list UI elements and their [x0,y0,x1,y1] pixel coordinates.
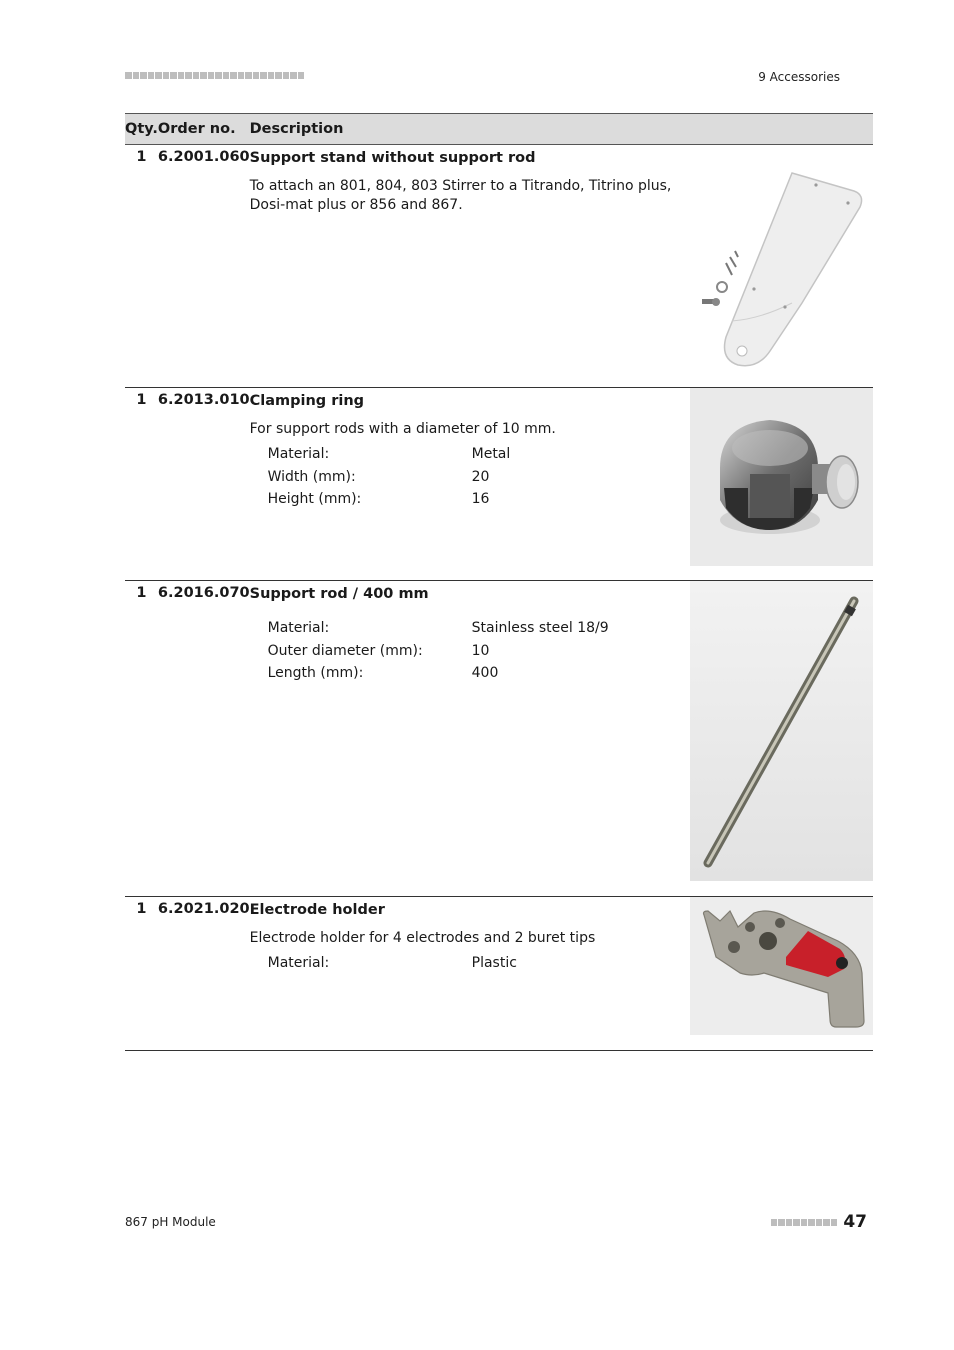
decoration-square [215,72,222,79]
decoration-square [193,72,200,79]
property-value: Stainless steel 18/9 [471,620,609,636]
property-row [268,662,690,685]
decoration-square [831,1219,838,1226]
electrode-holder-image [690,897,873,1035]
decoration-square [133,72,140,79]
decoration-square [178,72,185,79]
decoration-square [778,1219,785,1226]
decoration-square [801,1219,808,1226]
table-header-row [125,114,873,145]
page-number-area [771,1212,867,1232]
support-rod-image [690,581,873,881]
property-label: Material: [267,620,330,636]
item-description: To attach an 801, 804, 803 Stirrer to a Titrando, Titrino plus, Dosi-mat plus or 856 and 867. [249,178,672,213]
decoration-square [816,1219,823,1226]
item-title: Support stand without support rod [249,150,536,166]
decoration-square [260,72,267,79]
decoration-square [223,72,230,79]
footer-decoration [771,1219,838,1226]
decoration-square [275,72,282,79]
table-row [125,145,873,388]
table-row [125,388,873,581]
property-label: Height (mm): [267,491,362,507]
decoration-square [283,72,290,79]
item-order-no: 6.2001.060 [158,145,250,388]
property-value: 16 [471,491,490,507]
decoration-square [140,72,147,79]
property-row [268,488,690,511]
item-title: Electrode holder [249,902,385,918]
item-title: Support rod / 400 mm [249,586,429,602]
item-title: Clamping ring [249,393,365,409]
item-qty: 1 [125,581,158,897]
property-row [268,466,690,489]
table-row [125,897,873,1051]
property-value: 400 [471,665,499,681]
item-qty: 1 [125,145,158,388]
item-order-no: 6.2021.020 [158,897,250,1051]
column-header-description: Description [250,114,873,145]
decoration-square [148,72,155,79]
item-description: For support rods with a diameter of 10 mm. [249,421,556,437]
document-title: 867 pH Module [125,1215,216,1229]
decoration-square [185,72,192,79]
property-label: Material: [267,955,330,971]
property-label: Length (mm): [267,665,364,681]
property-row [268,443,690,466]
table-row [125,581,873,897]
decoration-square [298,72,305,79]
item-properties [268,617,690,685]
item-order-no: 6.2013.010 [158,388,250,581]
decoration-square [268,72,275,79]
decoration-square [793,1219,800,1226]
support-stand-image [690,145,873,387]
property-row [268,640,690,663]
decoration-square [771,1219,778,1226]
property-label: Width (mm): [267,468,356,485]
decoration-square [155,72,162,79]
property-value: 20 [471,468,490,485]
decoration-square [808,1219,815,1226]
item-properties [268,952,690,975]
property-value: Metal [471,446,511,462]
page-number: 47 [843,1212,867,1232]
property-value: 10 [471,642,490,659]
decoration-square [253,72,260,79]
item-order-no: 6.2016.070 [158,581,250,897]
item-description: Electrode holder for 4 electrodes and 2 buret tips [249,930,596,946]
header-decoration [125,72,304,79]
clamping-ring-image [690,388,873,566]
item-qty: 1 [125,897,158,1051]
decoration-square [238,72,245,79]
decoration-square [125,72,132,79]
item-properties [268,443,690,511]
property-label: Outer diameter (mm): [267,642,423,659]
column-header-qty: Qty. [125,114,158,145]
decoration-square [786,1219,793,1226]
decoration-square [823,1219,830,1226]
property-row [268,952,690,975]
decoration-square [163,72,170,79]
column-header-order-no: Order no. [158,114,250,145]
property-value: Plastic [471,955,517,971]
decoration-square [290,72,297,79]
decoration-square [208,72,215,79]
item-qty: 1 [125,388,158,581]
decoration-square [200,72,207,79]
property-label: Material: [267,446,330,462]
decoration-square [230,72,237,79]
decoration-square [170,72,177,79]
decoration-square [245,72,252,79]
accessories-table [125,113,873,1051]
chapter-title: 9 Accessories [758,70,840,84]
property-row [268,617,690,640]
